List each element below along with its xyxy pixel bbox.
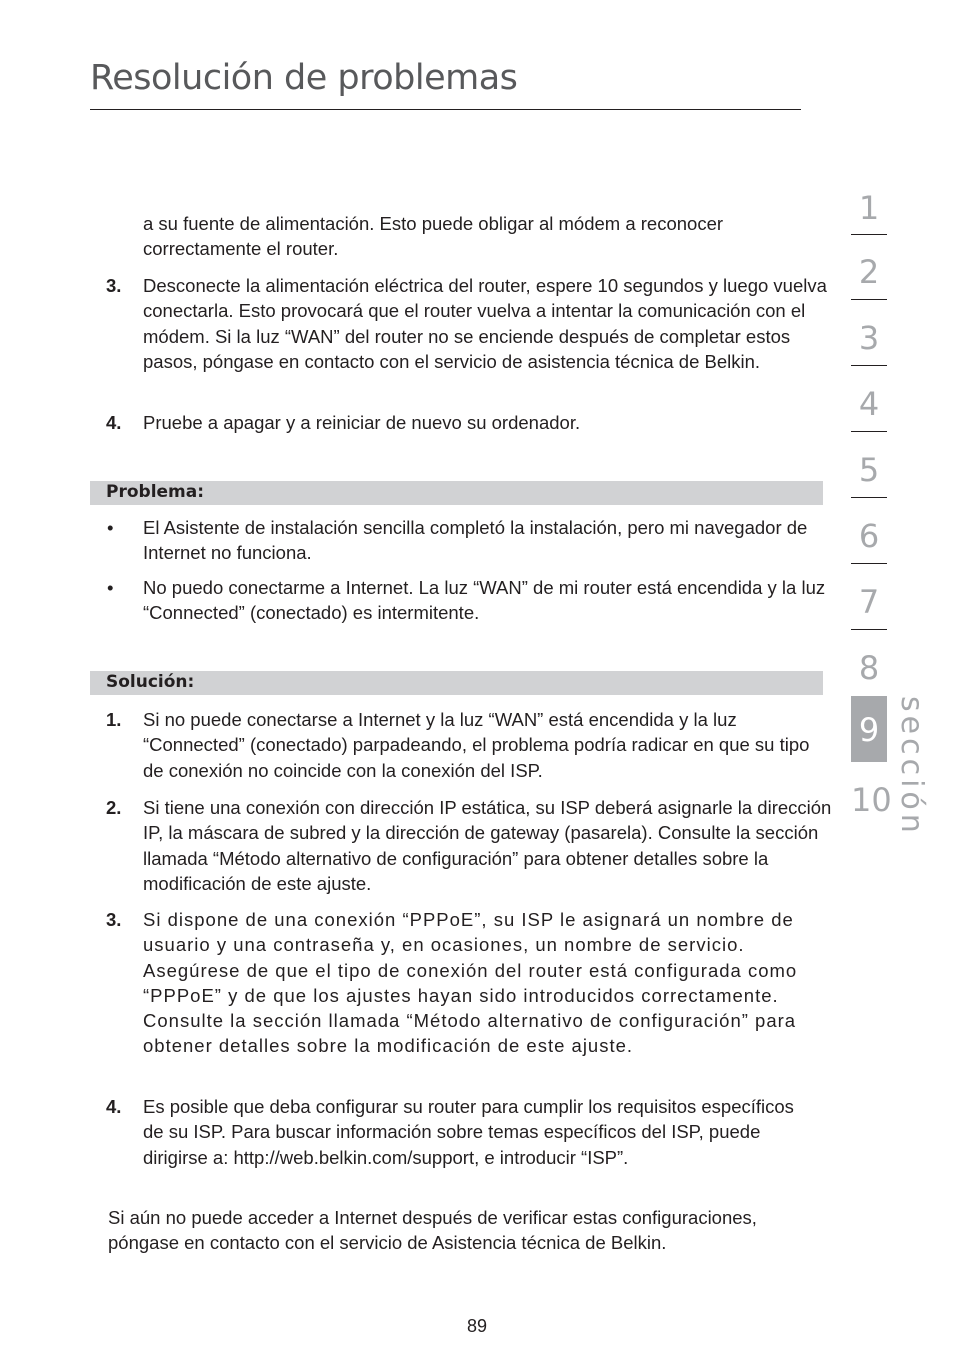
section-divider <box>851 234 887 235</box>
problem-heading: Problema: <box>106 482 205 502</box>
step-number: 4. <box>106 1096 122 1117</box>
section-label: sección <box>894 696 929 837</box>
solution-heading-band <box>90 671 823 695</box>
step-number: 3. <box>106 909 122 930</box>
section-number: 1 <box>858 189 880 227</box>
section-number: 9 <box>858 711 880 749</box>
step-number: 1. <box>106 709 122 730</box>
step-number: 4. <box>106 412 122 433</box>
solution-item: Si no puede conectarse a Internet y la luz “WAN” está encendida y la luz “Connected” (conectado) parpadeando, el problema podría radicar en que su tipo de conexión no coincide con la conexión del ISP. <box>143 709 810 781</box>
section-divider <box>851 299 887 300</box>
section-number: 4 <box>858 385 880 423</box>
section-number: 6 <box>858 517 880 555</box>
section-divider <box>851 431 887 432</box>
bullet-icon: • <box>107 577 114 598</box>
section-divider <box>851 365 887 366</box>
problem-item: No puedo conectarme a Internet. La luz “WAN” de mi router está encendida y la luz “Connected” (conectado) es intermitente. <box>143 577 826 624</box>
step-number: 2. <box>106 797 122 818</box>
section-number: 10 <box>851 781 892 819</box>
problem-heading-band <box>90 481 823 505</box>
solution-item: Es posible que deba configurar su router para cumplir los requisitos específicos de su ISP. Para buscar información sobre temas específicos del ISP, puede dirigirse a: http://web.belkin.com/support, e introducir “ISP”. <box>143 1096 794 1168</box>
step-text: Desconecte la alimentación eléctrica del router, espere 10 segundos y luego vuelva conectarla. Esto provocará que el router vuelva a intentar la comunicación con el módem. Si la luz “WAN” del router no se enciende después de completar estos pasos, póngase en contacto con el servicio de asistencia técnica de Belkin. <box>143 275 827 372</box>
solution-item: Si tiene una conexión con dirección IP estática, su ISP deberá asignarle la dirección IP, la máscara de subred y la dirección de gateway (pasarela). Consulte la sección llamada “Método alternativo de configuración” para obtener detalles sobre la modificación de este ajuste. <box>143 797 832 894</box>
section-number-active <box>851 696 887 762</box>
bullet-icon: • <box>107 517 114 538</box>
page-title: Resolución de problemas <box>90 58 518 98</box>
step-number: 3. <box>106 275 122 296</box>
section-divider <box>851 563 887 564</box>
problem-item: El Asistente de instalación sencilla completó la instalación, pero mi navegador de Internet no funciona. <box>143 517 808 564</box>
step-continuation: a su fuente de alimentación. Esto puede obligar al módem a reconocer correctamente el router. <box>143 213 724 260</box>
section-divider <box>851 629 887 630</box>
section-divider <box>851 497 887 498</box>
solution-item: Si dispone de una conexión “PPPoE”, su ISP le asignará un nombre de usuario y una contraseña y, en ocasiones, un nombre de servicio. Asegúrese de que el tipo de conexión del router está configurada como “PPPoE” y de que los ajustes hayan sido introducidos correctamente. Consulte la sección llamada “Método alternativo de configuración” para obtener detalles sobre la modificación de este ajuste. <box>143 909 798 1057</box>
section-number: 8 <box>858 649 880 687</box>
page-number: 89 <box>466 1316 488 1336</box>
section-number: 2 <box>858 253 880 291</box>
step-text: Pruebe a apagar y a reiniciar de nuevo su ordenador. <box>143 412 581 433</box>
section-number: 3 <box>858 319 880 357</box>
section-number: 5 <box>858 451 880 489</box>
section-number: 7 <box>858 583 880 621</box>
solution-heading: Solución: <box>106 672 195 692</box>
header-divider <box>90 109 801 110</box>
closing-paragraph: Si aún no puede acceder a Internet después de verificar estas configuraciones, póngase en contacto con el servicio de Asistencia técnica de Belkin. <box>108 1207 757 1254</box>
